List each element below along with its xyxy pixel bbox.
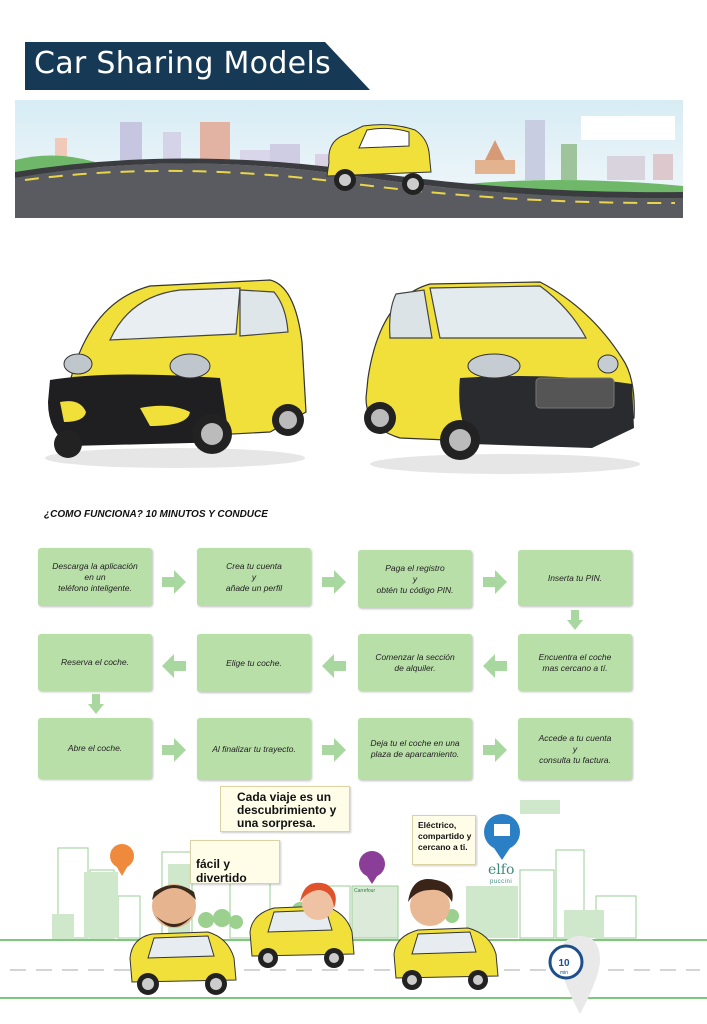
bottom-city-illustration [0,800,707,1024]
step-find-car: Encuentra el coche mas cercano a tí. [518,634,632,691]
arrow-right-icon [322,738,346,762]
step-check-invoice: Accede a tu cuenta y consulta tu factura. [518,718,632,780]
arrow-right-icon [162,570,186,594]
step-park-car: Deja tu el coche en una plaza de aparcamiento. [358,718,472,780]
arrow-down-icon [567,610,583,630]
timer-number: 10 [558,958,570,969]
step-end-trip: Al finalizar tu trayecto. [197,718,311,780]
step-open-car: Abre el coche. [38,718,152,779]
arrow-left-icon [483,654,507,678]
speech-bubble-discovery: Cada viaje es un descubrimiento y una sorpresa. [220,786,350,832]
step-pay-registration: Paga el registro y obtén tu código PIN. [358,550,472,608]
yellow-car-front-left-image [40,262,310,472]
step-create-account: Crea tu cuenta y añade un perfil [197,548,311,606]
timer-unit: min [559,970,569,976]
step-insert-pin: Inserta tu PIN. [518,550,632,606]
arrow-right-icon [322,570,346,594]
arrow-left-icon [322,654,346,678]
yellow-car-front-right-image [360,268,640,478]
speech-bubble-fun: fácil y divertido [190,840,280,884]
arrow-right-icon [483,738,507,762]
arrow-right-icon [162,738,186,762]
city-road-illustration [15,100,683,220]
arrow-right-icon [483,570,507,594]
elfo-logo: elfo [488,862,515,878]
step-reserve-car: Reserva el coche. [38,634,152,691]
step-download-app: Descarga la aplicación en un teléfono inteligente. [38,548,152,606]
elfo-logo-subtitle: puccini [490,879,513,885]
page-title: Car Sharing Models [34,46,332,81]
step-choose-car: Elige tu coche. [197,634,311,692]
step-start-rental: Comenzar la sección de alquiler. [358,634,472,691]
speech-bubble-electric: Eléctrico, compartido y cercano a ti. [412,815,476,865]
arrow-down-icon [88,694,104,714]
arrow-left-icon [162,654,186,678]
how-it-works-title: ¿COMO FUNCIONA? 10 MINUTOS Y CONDUCE [44,509,268,520]
carrefour-sign: Carrefour [354,888,376,894]
